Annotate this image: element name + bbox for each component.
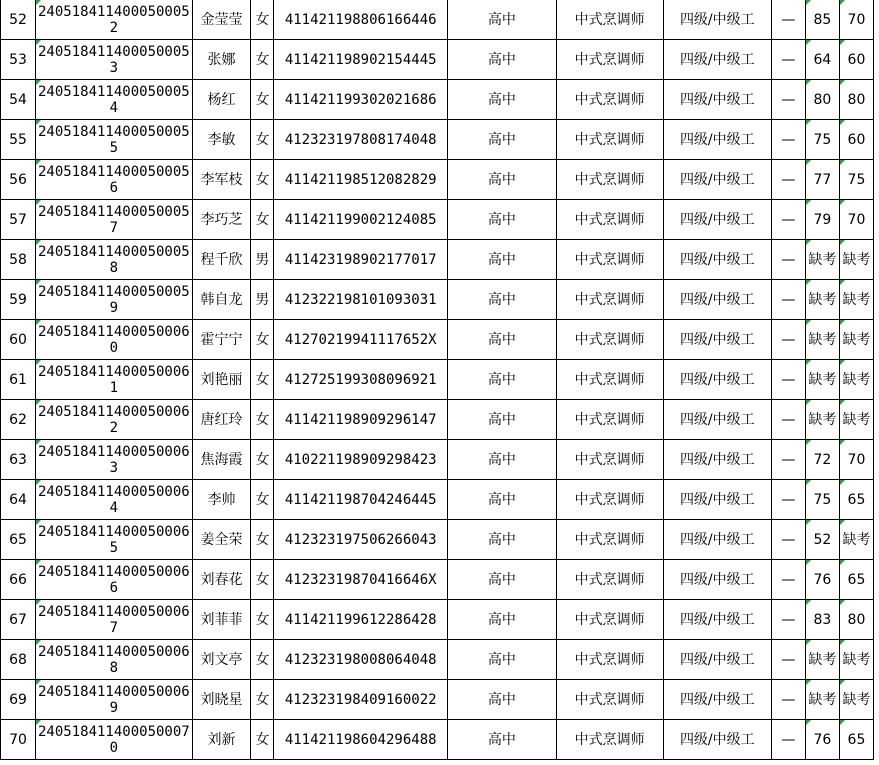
ticket-number-cell[interactable]: 2405184114000500064 (36, 480, 193, 520)
level-cell[interactable]: 四级/中级工 (663, 400, 771, 440)
gender-cell[interactable]: 女 (251, 120, 274, 160)
practical-score-cell[interactable]: 70 (839, 440, 873, 480)
table-row (1, 400, 874, 440)
practical-score-cell[interactable]: 80 (839, 600, 873, 640)
level-cell[interactable]: 四级/中级工 (663, 360, 771, 400)
placeholder-cell[interactable]: — (771, 200, 805, 240)
name-cell[interactable]: 杨红 (192, 80, 251, 120)
theory-score-cell[interactable]: 72 (805, 440, 839, 480)
gender-cell[interactable]: 女 (251, 720, 274, 760)
name-cell[interactable]: 刘晓星 (192, 680, 251, 720)
ticket-number-cell[interactable]: 2405184114000500061 (36, 360, 193, 400)
id-number-cell[interactable]: 411421198512082829 (274, 160, 448, 200)
id-number-cell[interactable]: 412323197808174048 (274, 120, 448, 160)
occupation-cell[interactable]: 中式烹调师 (556, 720, 663, 760)
placeholder-cell[interactable]: — (771, 0, 805, 40)
name-cell[interactable]: 张娜 (192, 40, 251, 80)
table-row (1, 320, 874, 360)
occupation-cell[interactable]: 中式烹调师 (556, 320, 663, 360)
id-number-cell[interactable]: 411421199302021686 (274, 80, 448, 120)
id-number-cell[interactable]: 411423198902177017 (274, 240, 448, 280)
name-cell[interactable]: 刘春花 (192, 560, 251, 600)
theory-score-cell[interactable]: 76 (805, 720, 839, 760)
level-cell[interactable]: 四级/中级工 (663, 480, 771, 520)
id-number-cell[interactable]: 411421198704246445 (274, 480, 448, 520)
row-number-cell[interactable]: 52 (1, 0, 36, 40)
education-cell[interactable]: 高中 (448, 240, 556, 280)
education-cell[interactable]: 高中 (448, 440, 556, 480)
gender-cell[interactable]: 女 (251, 560, 274, 600)
name-cell[interactable]: 李帅 (192, 480, 251, 520)
name-cell[interactable]: 唐红玲 (192, 400, 251, 440)
theory-score-cell[interactable]: 75 (805, 480, 839, 520)
practical-score-cell[interactable]: 缺考 (839, 280, 873, 320)
placeholder-cell[interactable]: — (771, 560, 805, 600)
row-number-cell[interactable]: 66 (1, 560, 36, 600)
table-row (1, 480, 874, 520)
gender-cell[interactable]: 女 (251, 440, 274, 480)
education-cell[interactable]: 高中 (448, 560, 556, 600)
level-cell[interactable]: 四级/中级工 (663, 160, 771, 200)
theory-score-cell[interactable]: 80 (805, 80, 839, 120)
placeholder-cell[interactable]: — (771, 720, 805, 760)
theory-score-cell[interactable]: 缺考 (805, 640, 839, 680)
row-number-cell[interactable]: 58 (1, 240, 36, 280)
practical-score-cell[interactable]: 70 (839, 0, 873, 40)
name-cell[interactable]: 刘新 (192, 720, 251, 760)
name-cell[interactable]: 焦海霞 (192, 440, 251, 480)
table-row (1, 80, 874, 120)
id-number-cell[interactable]: 411421199002124085 (274, 200, 448, 240)
placeholder-cell[interactable]: — (771, 280, 805, 320)
education-cell[interactable]: 高中 (448, 600, 556, 640)
education-cell[interactable]: 高中 (448, 480, 556, 520)
gender-cell[interactable]: 女 (251, 320, 274, 360)
gender-cell[interactable]: 男 (251, 240, 274, 280)
practical-score-cell[interactable]: 75 (839, 160, 873, 200)
placeholder-cell[interactable]: — (771, 320, 805, 360)
table-row (1, 280, 874, 320)
placeholder-cell[interactable]: — (771, 600, 805, 640)
gender-cell[interactable]: 女 (251, 0, 274, 40)
practical-score-cell[interactable]: 65 (839, 560, 873, 600)
placeholder-cell[interactable]: — (771, 440, 805, 480)
placeholder-cell[interactable]: — (771, 160, 805, 200)
id-number-cell[interactable]: 411421198806166446 (274, 0, 448, 40)
row-number-cell[interactable]: 67 (1, 600, 36, 640)
id-number-cell[interactable]: 412323198409160022 (274, 680, 448, 720)
level-cell[interactable]: 四级/中级工 (663, 440, 771, 480)
row-number-cell[interactable]: 68 (1, 640, 36, 680)
id-number-cell[interactable]: 41232319870416646X (274, 560, 448, 600)
table-row (1, 520, 874, 560)
table-body (1, 0, 874, 760)
level-cell[interactable]: 四级/中级工 (663, 0, 771, 40)
education-cell[interactable]: 高中 (448, 280, 556, 320)
gender-cell[interactable]: 女 (251, 200, 274, 240)
occupation-cell[interactable]: 中式烹调师 (556, 120, 663, 160)
table-row (1, 720, 874, 760)
level-cell[interactable]: 四级/中级工 (663, 80, 771, 120)
gender-cell[interactable]: 女 (251, 160, 274, 200)
occupation-cell[interactable]: 中式烹调师 (556, 200, 663, 240)
ticket-number-cell[interactable]: 2405184114000500066 (36, 560, 193, 600)
practical-score-cell[interactable]: 缺考 (839, 680, 873, 720)
table-row (1, 680, 874, 720)
name-cell[interactable]: 李巧芝 (192, 200, 251, 240)
level-cell[interactable]: 四级/中级工 (663, 120, 771, 160)
table-row (1, 640, 874, 680)
occupation-cell[interactable]: 中式烹调师 (556, 80, 663, 120)
ticket-number-cell[interactable]: 2405184114000500062 (36, 400, 193, 440)
occupation-cell[interactable]: 中式烹调师 (556, 640, 663, 680)
table-row (1, 40, 874, 80)
placeholder-cell[interactable]: — (771, 40, 805, 80)
id-number-cell[interactable]: 41270219941117652X (274, 320, 448, 360)
table-row (1, 360, 874, 400)
occupation-cell[interactable]: 中式烹调师 (556, 360, 663, 400)
ticket-number-cell[interactable]: 2405184114000500052 (36, 0, 193, 40)
practical-score-cell[interactable]: 60 (839, 120, 873, 160)
ticket-number-cell[interactable]: 2405184114000500054 (36, 80, 193, 120)
id-number-cell[interactable]: 412323197506266043 (274, 520, 448, 560)
education-cell[interactable]: 高中 (448, 640, 556, 680)
row-number-cell[interactable]: 56 (1, 160, 36, 200)
education-cell[interactable]: 高中 (448, 680, 556, 720)
education-cell[interactable]: 高中 (448, 160, 556, 200)
gender-cell[interactable]: 女 (251, 520, 274, 560)
education-cell[interactable]: 高中 (448, 40, 556, 80)
id-number-cell[interactable]: 410221198909298423 (274, 440, 448, 480)
gender-cell[interactable]: 女 (251, 80, 274, 120)
practical-score-cell[interactable]: 缺考 (839, 320, 873, 360)
ticket-number-cell[interactable]: 2405184114000500058 (36, 240, 193, 280)
name-cell[interactable]: 刘艳丽 (192, 360, 251, 400)
practical-score-cell[interactable]: 缺考 (839, 640, 873, 680)
row-number-cell[interactable]: 65 (1, 520, 36, 560)
name-cell[interactable]: 金莹莹 (192, 0, 251, 40)
practical-score-cell[interactable]: 80 (839, 80, 873, 120)
level-cell[interactable]: 四级/中级工 (663, 640, 771, 680)
theory-score-cell[interactable]: 75 (805, 120, 839, 160)
education-cell[interactable]: 高中 (448, 720, 556, 760)
table-row (1, 120, 874, 160)
ticket-number-cell[interactable]: 2405184114000500068 (36, 640, 193, 680)
row-number-cell[interactable]: 55 (1, 120, 36, 160)
row-number-cell[interactable]: 63 (1, 440, 36, 480)
practical-score-cell[interactable]: 65 (839, 720, 873, 760)
theory-score-cell[interactable]: 缺考 (805, 680, 839, 720)
theory-score-cell[interactable]: 77 (805, 160, 839, 200)
level-cell[interactable]: 四级/中级工 (663, 600, 771, 640)
gender-cell[interactable]: 女 (251, 680, 274, 720)
row-number-cell[interactable]: 59 (1, 280, 36, 320)
practical-score-cell[interactable]: 70 (839, 200, 873, 240)
education-cell[interactable]: 高中 (448, 80, 556, 120)
id-number-cell[interactable]: 411421198604296488 (274, 720, 448, 760)
row-number-cell[interactable]: 64 (1, 480, 36, 520)
ticket-number-cell[interactable]: 2405184114000500057 (36, 200, 193, 240)
name-cell[interactable]: 李军枝 (192, 160, 251, 200)
theory-score-cell[interactable]: 缺考 (805, 400, 839, 440)
gender-cell[interactable]: 女 (251, 640, 274, 680)
table-row (1, 600, 874, 640)
practical-score-cell[interactable]: 缺考 (839, 520, 873, 560)
theory-score-cell[interactable]: 76 (805, 560, 839, 600)
table-row (1, 440, 874, 480)
placeholder-cell[interactable]: — (771, 400, 805, 440)
row-number-cell[interactable]: 69 (1, 680, 36, 720)
gender-cell[interactable]: 女 (251, 480, 274, 520)
ticket-number-cell[interactable]: 2405184114000500070 (36, 720, 193, 760)
table-row (1, 240, 874, 280)
name-cell[interactable]: 刘文亭 (192, 640, 251, 680)
level-cell[interactable]: 四级/中级工 (663, 560, 771, 600)
gender-cell[interactable]: 女 (251, 600, 274, 640)
education-cell[interactable]: 高中 (448, 320, 556, 360)
gender-cell[interactable]: 男 (251, 280, 274, 320)
education-cell[interactable]: 高中 (448, 520, 556, 560)
theory-score-cell[interactable]: 缺考 (805, 280, 839, 320)
occupation-cell[interactable]: 中式烹调师 (556, 600, 663, 640)
row-number-cell[interactable]: 62 (1, 400, 36, 440)
ticket-number-cell[interactable]: 2405184114000500055 (36, 120, 193, 160)
level-cell[interactable]: 四级/中级工 (663, 320, 771, 360)
occupation-cell[interactable]: 中式烹调师 (556, 160, 663, 200)
ticket-number-cell[interactable]: 2405184114000500063 (36, 440, 193, 480)
id-number-cell[interactable]: 412322198101093031 (274, 280, 448, 320)
row-number-cell[interactable]: 57 (1, 200, 36, 240)
table-row (1, 0, 874, 40)
level-cell[interactable]: 四级/中级工 (663, 720, 771, 760)
occupation-cell[interactable]: 中式烹调师 (556, 680, 663, 720)
placeholder-cell[interactable]: — (771, 360, 805, 400)
name-cell[interactable]: 霍宁宁 (192, 320, 251, 360)
level-cell[interactable]: 四级/中级工 (663, 280, 771, 320)
ticket-number-cell[interactable]: 2405184114000500060 (36, 320, 193, 360)
occupation-cell[interactable]: 中式烹调师 (556, 520, 663, 560)
occupation-cell[interactable]: 中式烹调师 (556, 280, 663, 320)
education-cell[interactable]: 高中 (448, 0, 556, 40)
id-number-cell[interactable]: 411421198902154445 (274, 40, 448, 80)
name-cell[interactable]: 姜全荣 (192, 520, 251, 560)
ticket-number-cell[interactable]: 2405184114000500067 (36, 600, 193, 640)
placeholder-cell[interactable]: — (771, 80, 805, 120)
occupation-cell[interactable]: 中式烹调师 (556, 480, 663, 520)
practical-score-cell[interactable]: 65 (839, 480, 873, 520)
row-number-cell[interactable]: 60 (1, 320, 36, 360)
placeholder-cell[interactable]: — (771, 120, 805, 160)
theory-score-cell[interactable]: 缺考 (805, 240, 839, 280)
table-row (1, 200, 874, 240)
name-cell[interactable]: 程千欣 (192, 240, 251, 280)
table-row (1, 160, 874, 200)
occupation-cell[interactable]: 中式烹调师 (556, 240, 663, 280)
practical-score-cell[interactable]: 缺考 (839, 240, 873, 280)
name-cell[interactable]: 韩自龙 (192, 280, 251, 320)
name-cell[interactable]: 李敏 (192, 120, 251, 160)
occupation-cell[interactable]: 中式烹调师 (556, 40, 663, 80)
placeholder-cell[interactable]: — (771, 240, 805, 280)
education-cell[interactable]: 高中 (448, 360, 556, 400)
row-number-cell[interactable]: 53 (1, 40, 36, 80)
occupation-cell[interactable]: 中式烹调师 (556, 560, 663, 600)
education-cell[interactable]: 高中 (448, 200, 556, 240)
theory-score-cell[interactable]: 缺考 (805, 360, 839, 400)
gender-cell[interactable]: 女 (251, 40, 274, 80)
level-cell[interactable]: 四级/中级工 (663, 40, 771, 80)
theory-score-cell[interactable]: 83 (805, 600, 839, 640)
level-cell[interactable]: 四级/中级工 (663, 240, 771, 280)
id-number-cell[interactable]: 412323198008064048 (274, 640, 448, 680)
row-number-cell[interactable]: 70 (1, 720, 36, 760)
row-number-cell[interactable]: 54 (1, 80, 36, 120)
theory-score-cell[interactable]: 52 (805, 520, 839, 560)
practical-score-cell[interactable]: 缺考 (839, 360, 873, 400)
theory-score-cell[interactable]: 64 (805, 40, 839, 80)
id-number-cell[interactable]: 412725199308096921 (274, 360, 448, 400)
occupation-cell[interactable]: 中式烹调师 (556, 0, 663, 40)
table-row (1, 560, 874, 600)
theory-score-cell[interactable]: 85 (805, 0, 839, 40)
level-cell[interactable]: 四级/中级工 (663, 520, 771, 560)
theory-score-cell[interactable]: 缺考 (805, 320, 839, 360)
ticket-number-cell[interactable]: 2405184114000500053 (36, 40, 193, 80)
level-cell[interactable]: 四级/中级工 (663, 680, 771, 720)
level-cell[interactable]: 四级/中级工 (663, 200, 771, 240)
row-number-cell[interactable]: 61 (1, 360, 36, 400)
practical-score-cell[interactable]: 缺考 (839, 400, 873, 440)
practical-score-cell[interactable]: 60 (839, 40, 873, 80)
ticket-number-cell[interactable]: 2405184114000500069 (36, 680, 193, 720)
placeholder-cell[interactable]: — (771, 640, 805, 680)
ticket-number-cell[interactable]: 2405184114000500056 (36, 160, 193, 200)
gender-cell[interactable]: 女 (251, 400, 274, 440)
id-number-cell[interactable]: 411421198909296147 (274, 400, 448, 440)
occupation-cell[interactable]: 中式烹调师 (556, 440, 663, 480)
education-cell[interactable]: 高中 (448, 120, 556, 160)
name-cell[interactable]: 刘菲菲 (192, 600, 251, 640)
placeholder-cell[interactable]: — (771, 520, 805, 560)
theory-score-cell[interactable]: 79 (805, 200, 839, 240)
placeholder-cell[interactable]: — (771, 480, 805, 520)
ticket-number-cell[interactable]: 2405184114000500065 (36, 520, 193, 560)
placeholder-cell[interactable]: — (771, 680, 805, 720)
gender-cell[interactable]: 女 (251, 360, 274, 400)
education-cell[interactable]: 高中 (448, 400, 556, 440)
occupation-cell[interactable]: 中式烹调师 (556, 400, 663, 440)
id-number-cell[interactable]: 411421199612286428 (274, 600, 448, 640)
ticket-number-cell[interactable]: 2405184114000500059 (36, 280, 193, 320)
